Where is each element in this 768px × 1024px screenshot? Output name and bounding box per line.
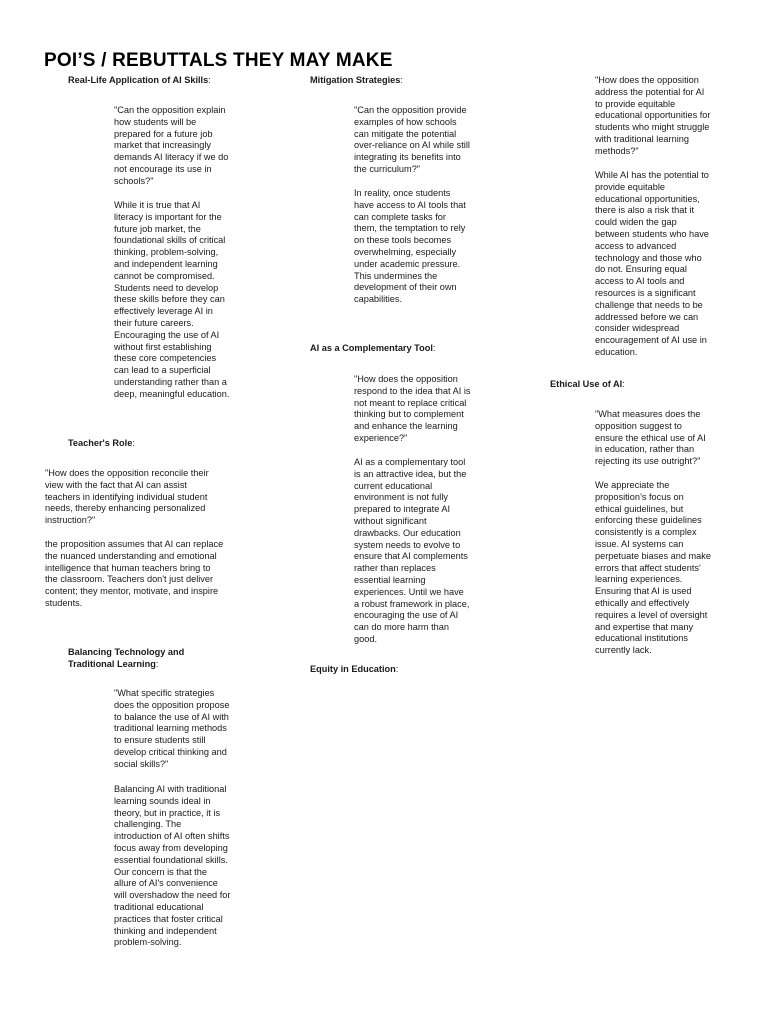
heading-label: Real-Life Application of AI Skills xyxy=(68,75,209,85)
heading-label: Equity in Education xyxy=(310,664,396,674)
heading-colon: : xyxy=(208,75,211,85)
heading-colon: : xyxy=(155,658,159,669)
heading-colon: : xyxy=(432,343,436,353)
question-balancing-technology: "What specific strategies does the opposition propose to balance the use of AI with traditional learning methods to ensure students still develop critical thinking and social skills?" xyxy=(114,688,230,769)
heading-mitigation-strategies xyxy=(310,75,403,87)
response-ethical-use: We appreciate the proposition’s focus on ethical guidelines, but enforcing these guidelines consistently is a complex issue. AI systems can perpetuate biases and make errors that affect students' learning experiences. Ensuring that AI is used ethically and effectively requires a level of oversight and expertise that many educational institutions currently lack. xyxy=(595,480,711,656)
heading-complementary-tool xyxy=(310,343,435,355)
question-real-life-application: "Can the opposition explain how students will be prepared for a future job market that increasingly demands AI literacy if we do not encourage its use in schools?" xyxy=(114,105,229,186)
heading-label: Balancing Technology and Traditional Learning xyxy=(68,647,185,669)
heading-ethical-use xyxy=(550,379,625,391)
question-mitigation-strategies: "Can the opposition provide examples of how schools can mitigate the potential over-reliance on AI while still integrating its benefits into the curriculum?" xyxy=(354,105,470,174)
heading-label: Teacher's Role xyxy=(68,438,133,448)
heading-balancing-technology xyxy=(68,647,184,671)
heading-equity-in-education xyxy=(310,664,398,676)
heading-label: Mitigation Strategies xyxy=(310,75,401,85)
heading-real-life-application xyxy=(68,75,211,87)
response-balancing-technology: Balancing AI with traditional learning sounds ideal in theory, but in practice, it is challenging. The introduction of AI often shifts focus away from developing essential foundational skills. Our concern is that the allure of AI's convenience will overshadow the need for traditional educational practices that foster critical thinking and independent problem-solving. xyxy=(114,784,231,948)
response-teachers-role: the proposition assumes that AI can replace the nuanced understanding and emotional intelligence that human teachers bring to the classroom. Teachers don't just deliver content; they mentor, motivate, and inspire students. xyxy=(45,539,224,608)
heading-label: AI as a Complementary Tool xyxy=(310,343,433,353)
question-teachers-role: "How does the opposition reconcile their view with the fact that AI can assist teachers in identifying individual student needs, thereby enhancing personalized instruction?" xyxy=(45,468,209,526)
heading-teachers-role xyxy=(68,438,135,450)
question-equity-in-education: "How does the opposition address the potential for AI to provide equitable educational opportunities for students who might struggle with traditional learning methods?" xyxy=(595,75,711,156)
heading-label: Ethical Use of AI xyxy=(550,379,623,389)
heading-colon: : xyxy=(132,438,135,448)
response-equity-in-education: While AI has the potential to provide equitable educational opportunities, there is also a risk that it could widen the gap between students who have access to advanced technology and those who do not. Ensuring equal access to AI tools and resources is a significant challenge that needs to be addressed before we can consider widespread encouragement of AI use in education. xyxy=(595,170,709,357)
page-title: POI’S / REBUTTALS THEY MAY MAKE xyxy=(44,50,393,71)
response-complementary-tool: AI as a complementary tool is an attractive idea, but the current educational environment is not fully prepared to integrate AI without significant drawbacks. Our education system needs to evolve to ensure that AI complements rather than replaces essential learning experiences. Until we have a robust framework in place, encouraging the use of AI can do more harm than good. xyxy=(354,457,470,644)
heading-colon: : xyxy=(395,664,399,674)
response-mitigation-strategies: In reality, once students have access to AI tools that can complete tasks for them, the temptation to rely on these tools becomes overwhelming, especially under academic pressure. This undermines the development of their own capabilities. xyxy=(354,188,466,305)
question-complementary-tool: "How does the opposition respond to the idea that AI is not meant to replace critical thinking but to complement and enhance the learning experience?" xyxy=(354,374,471,443)
response-real-life-application: While it is true that AI literacy is important for the future job market, the foundational skills of critical thinking, problem-solving, and independent learning cannot be compromised. Students need to develop these skills before they can effectively leverage AI in their future careers. Encouraging the use of AI without first establishing these core competencies can lead to a superficial understanding rather than a deep, meaningful education. xyxy=(114,200,230,399)
question-ethical-use: "What measures does the opposition suggest to ensure the ethical use of AI in education, rather than rejecting its use outright?" xyxy=(595,409,706,467)
heading-colon: : xyxy=(622,379,625,389)
heading-colon: : xyxy=(400,75,403,85)
